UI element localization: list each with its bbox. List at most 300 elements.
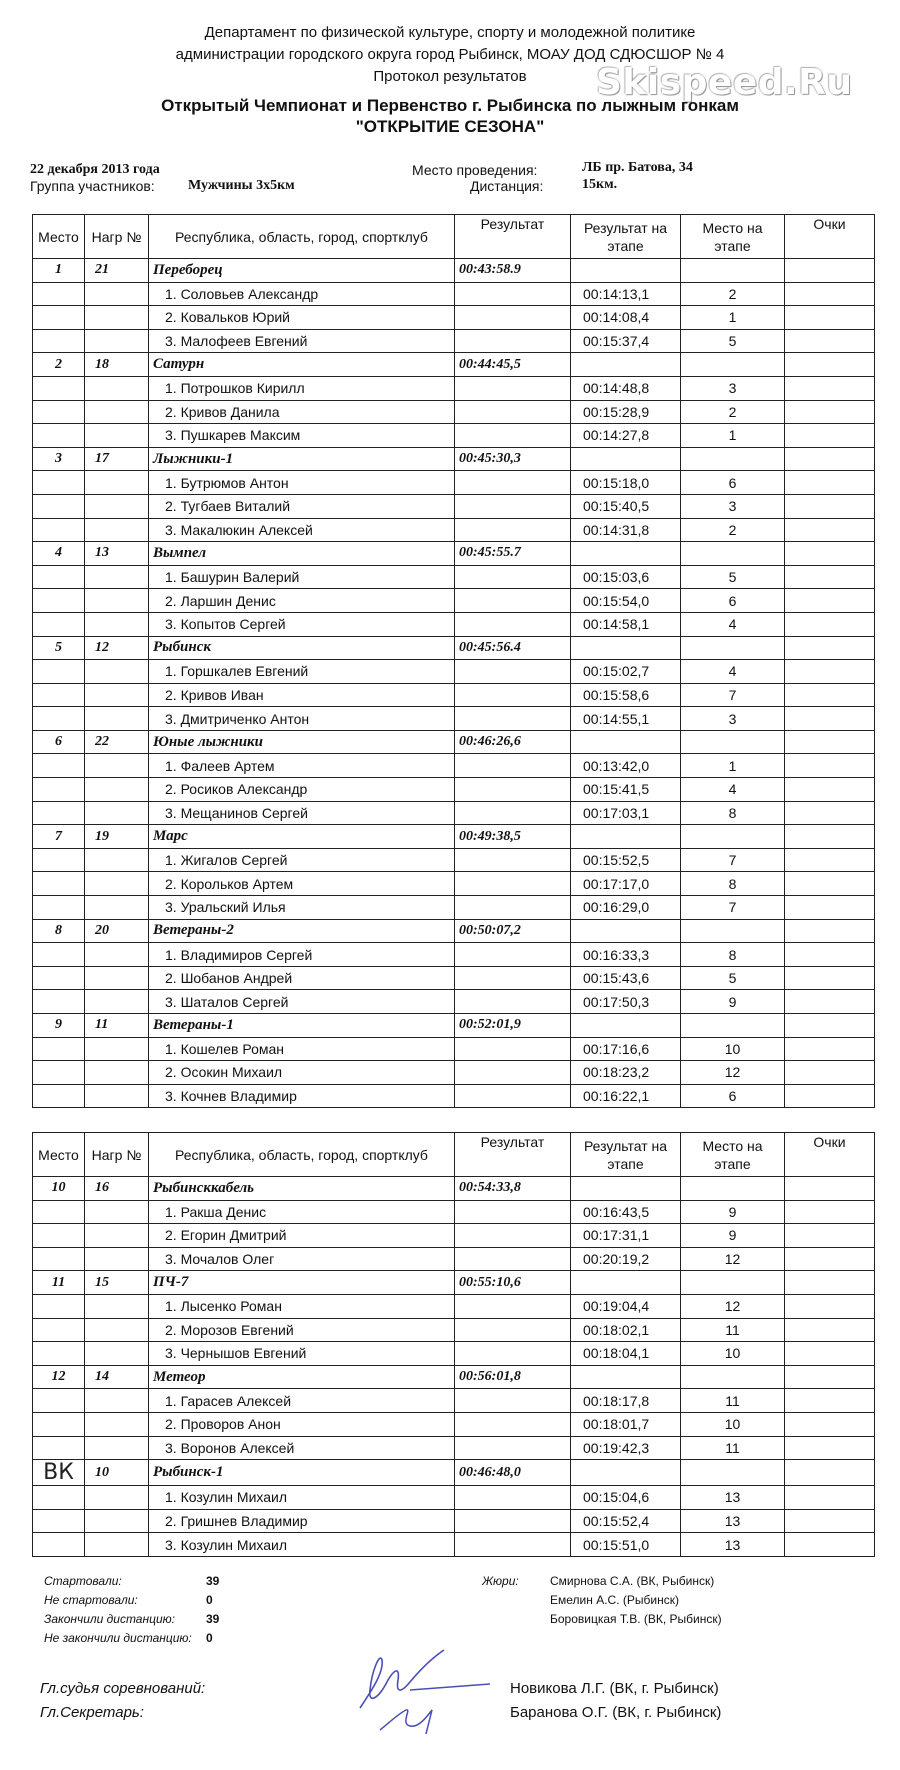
col-points: Очки [785, 215, 875, 259]
team-stage-place [681, 825, 785, 849]
athlete-points [785, 565, 875, 589]
team-points [785, 1177, 875, 1201]
athlete-stage-place: 6 [681, 589, 785, 613]
athlete-stage-time: 00:17:17,0 [571, 872, 681, 896]
athlete-stage-place: 5 [681, 329, 785, 353]
athlete-place-cell [33, 990, 85, 1014]
athlete-stage-place: 1 [681, 306, 785, 330]
team-name: Рыбинск-1 [149, 1460, 455, 1486]
athlete-bib-cell [85, 683, 149, 707]
athlete-bib-cell [85, 1037, 149, 1061]
athlete-stage-place: 8 [681, 943, 785, 967]
athlete-place-cell [33, 471, 85, 495]
athlete-points [785, 754, 875, 778]
athlete-result-cell [455, 589, 571, 613]
athlete-stage-time: 00:15:54,0 [571, 589, 681, 613]
athlete-stage-time: 00:15:40,5 [571, 494, 681, 518]
athlete-place-cell [33, 424, 85, 448]
athlete-bib-cell [85, 494, 149, 518]
not-finished-value: 0 [206, 1631, 213, 1645]
athlete-place-cell [33, 896, 85, 920]
team-stage-place [681, 1460, 785, 1486]
athlete-bib-cell [85, 282, 149, 306]
team-points [785, 447, 875, 471]
athlete-result-cell [455, 683, 571, 707]
not-finished-label: Не закончили дистанцию: [44, 1631, 192, 1645]
athlete-place-cell [33, 1061, 85, 1085]
started-label: Стартовали: [44, 1574, 122, 1588]
team-stage-result [571, 1271, 681, 1295]
team-row [33, 636, 875, 660]
athlete-stage-time: 00:14:48,8 [571, 376, 681, 400]
athlete-points [785, 848, 875, 872]
group-label: Группа участников: [30, 178, 155, 194]
team-result: 00:46:48,0 [455, 1460, 571, 1486]
athlete-points [785, 282, 875, 306]
team-stage-place [681, 730, 785, 754]
athlete-result-cell [455, 424, 571, 448]
athlete-place-cell [33, 1342, 85, 1366]
athlete-stage-place: 7 [681, 848, 785, 872]
team-bib: 16 [85, 1177, 149, 1201]
athlete-result-cell [455, 1318, 571, 1342]
header-administration: администрации городского округа город Рыбинск, МОАУ ДОД СДЮСШОР № 4 [175, 46, 725, 63]
team-stage-result [571, 447, 681, 471]
athlete-stage-place: 13 [681, 1533, 785, 1557]
athlete-result-cell [455, 990, 571, 1014]
athlete-bib-cell [85, 376, 149, 400]
athlete-stage-place: 9 [681, 990, 785, 1014]
athlete-name: 2. Кривов Иван [149, 683, 455, 707]
athlete-place-cell [33, 1294, 85, 1318]
athlete-stage-place: 2 [681, 282, 785, 306]
athlete-stage-place: 3 [681, 376, 785, 400]
athlete-points [785, 376, 875, 400]
team-name: Ветераны-2 [149, 919, 455, 943]
athlete-row [33, 494, 875, 518]
team-name: Лыжники-1 [149, 447, 455, 471]
athlete-bib-cell [85, 1318, 149, 1342]
athlete-stage-place: 6 [681, 1084, 785, 1108]
team-bib: 11 [85, 1014, 149, 1038]
athlete-points [785, 943, 875, 967]
athlete-points [785, 966, 875, 990]
athlete-result-cell [455, 1224, 571, 1248]
athlete-name: 2. Тугбаев Виталий [149, 494, 455, 518]
col-team: Республика, область, город, спортклуб [149, 1133, 455, 1177]
athlete-name: 1. Башурин Валерий [149, 565, 455, 589]
team-points [785, 825, 875, 849]
athlete-stage-time: 00:14:31,8 [571, 518, 681, 542]
athlete-name: 1. Кошелев Роман [149, 1037, 455, 1061]
athlete-name: 1. Ракша Денис [149, 1200, 455, 1224]
athlete-result-cell [455, 778, 571, 802]
athlete-bib-cell [85, 329, 149, 353]
athlete-stage-time: 00:15:37,4 [571, 329, 681, 353]
athlete-row [33, 282, 875, 306]
not-started-value: 0 [206, 1593, 213, 1607]
athlete-stage-place: 2 [681, 400, 785, 424]
athlete-row [33, 1247, 875, 1271]
athlete-stage-place: 13 [681, 1509, 785, 1533]
athlete-stage-place: 7 [681, 896, 785, 920]
athlete-name: 2. Росиков Александр [149, 778, 455, 802]
athlete-stage-place: 7 [681, 683, 785, 707]
athlete-stage-time: 00:15:04,6 [571, 1486, 681, 1510]
event-title: Открытый Чемпионат и Первенство г. Рыбинска по лыжным гонкам [161, 96, 739, 115]
athlete-bib-cell [85, 1436, 149, 1460]
athlete-place-cell [33, 966, 85, 990]
athlete-place-cell [33, 1224, 85, 1248]
athlete-stage-time: 00:15:28,9 [571, 400, 681, 424]
athlete-bib-cell [85, 1509, 149, 1533]
team-row [33, 447, 875, 471]
athlete-points [785, 329, 875, 353]
athlete-row [33, 471, 875, 495]
athlete-points [785, 494, 875, 518]
team-stage-result [571, 1014, 681, 1038]
team-place: 10 [33, 1177, 85, 1201]
athlete-name: 3. Макалюкин Алексей [149, 518, 455, 542]
finished-value: 39 [206, 1612, 220, 1626]
athlete-bib-cell [85, 518, 149, 542]
team-name: ПЧ-7 [149, 1271, 455, 1295]
athlete-row [33, 1389, 875, 1413]
team-result: 00:45:56.4 [455, 636, 571, 660]
athlete-points [785, 1342, 875, 1366]
athlete-row [33, 754, 875, 778]
team-stage-result [571, 542, 681, 566]
team-stage-result [571, 636, 681, 660]
athlete-result-cell [455, 1412, 571, 1436]
athlete-name: 3. Мещанинов Сергей [149, 801, 455, 825]
athlete-place-cell [33, 1037, 85, 1061]
athlete-result-cell [455, 1533, 571, 1557]
athlete-bib-cell [85, 1224, 149, 1248]
athlete-result-cell [455, 1486, 571, 1510]
athlete-name: 1. Соловьев Александр [149, 282, 455, 306]
athlete-stage-time: 00:18:02,1 [571, 1318, 681, 1342]
athlete-result-cell [455, 1436, 571, 1460]
athlete-name: 3. Чернышов Евгений [149, 1342, 455, 1366]
athlete-bib-cell [85, 1200, 149, 1224]
athlete-stage-place: 4 [681, 778, 785, 802]
athlete-points [785, 1247, 875, 1271]
athlete-stage-time: 00:16:33,3 [571, 943, 681, 967]
athlete-place-cell [33, 1318, 85, 1342]
athlete-result-cell [455, 1200, 571, 1224]
athlete-name: 2. Кривов Данила [149, 400, 455, 424]
athlete-row [33, 848, 875, 872]
team-row [33, 259, 875, 283]
athlete-bib-cell [85, 1084, 149, 1108]
athlete-result-cell [455, 1247, 571, 1271]
header-protocol: Протокол результатов [373, 68, 527, 85]
team-place: ВК [33, 1460, 85, 1486]
team-bib: 12 [85, 636, 149, 660]
athlete-row [33, 1342, 875, 1366]
athlete-stage-place: 3 [681, 707, 785, 731]
athlete-row [33, 518, 875, 542]
team-stage-place [681, 636, 785, 660]
team-name: Метеор [149, 1365, 455, 1389]
athlete-name: 1. Владимиров Сергей [149, 943, 455, 967]
athlete-row [33, 896, 875, 920]
athlete-place-cell [33, 848, 85, 872]
event-subtitle: "ОТКРЫТИЕ СЕЗОНА" [355, 117, 545, 136]
athlete-name: 2. Морозов Евгений [149, 1318, 455, 1342]
col-result: Результат [455, 1133, 571, 1177]
team-bib: 20 [85, 919, 149, 943]
team-bib: 10 [85, 1460, 149, 1486]
athlete-place-cell [33, 306, 85, 330]
athlete-stage-time: 00:20:19,2 [571, 1247, 681, 1271]
team-name: Переборец [149, 259, 455, 283]
athlete-stage-place: 8 [681, 801, 785, 825]
athlete-place-cell [33, 589, 85, 613]
athlete-result-cell [455, 754, 571, 778]
athlete-points [785, 1436, 875, 1460]
athlete-stage-place: 6 [681, 471, 785, 495]
athlete-result-cell [455, 612, 571, 636]
team-stage-result [571, 259, 681, 283]
group-value: Мужчины 3х5км [188, 178, 295, 193]
athlete-result-cell [455, 943, 571, 967]
athlete-points [785, 1509, 875, 1533]
athlete-result-cell [455, 1061, 571, 1085]
athlete-place-cell [33, 1412, 85, 1436]
athlete-stage-place: 13 [681, 1486, 785, 1510]
team-stage-result [571, 730, 681, 754]
team-row [33, 919, 875, 943]
athlete-stage-place: 9 [681, 1224, 785, 1248]
athlete-name: 3. Уральский Илья [149, 896, 455, 920]
athlete-row [33, 306, 875, 330]
athlete-row [33, 400, 875, 424]
team-result: 00:54:33,8 [455, 1177, 571, 1201]
athlete-points [785, 1389, 875, 1413]
team-row [33, 542, 875, 566]
athlete-stage-place: 11 [681, 1436, 785, 1460]
athlete-points [785, 1533, 875, 1557]
athlete-name: 3. Малофеев Евгений [149, 329, 455, 353]
athlete-place-cell [33, 1436, 85, 1460]
athlete-row [33, 801, 875, 825]
athlete-stage-time: 00:15:58,6 [571, 683, 681, 707]
athlete-row [33, 778, 875, 802]
athlete-place-cell [33, 778, 85, 802]
athlete-row [33, 1061, 875, 1085]
athlete-row [33, 329, 875, 353]
team-points [785, 1460, 875, 1486]
athlete-points [785, 471, 875, 495]
team-place: 5 [33, 636, 85, 660]
athlete-bib-cell [85, 896, 149, 920]
team-bib: 22 [85, 730, 149, 754]
athlete-points [785, 612, 875, 636]
athlete-points [785, 660, 875, 684]
athlete-result-cell [455, 282, 571, 306]
athlete-stage-time: 00:14:08,4 [571, 306, 681, 330]
team-points [785, 1271, 875, 1295]
athlete-stage-place: 12 [681, 1247, 785, 1271]
athlete-stage-place: 5 [681, 966, 785, 990]
athlete-row [33, 565, 875, 589]
athlete-row [33, 990, 875, 1014]
athlete-points [785, 306, 875, 330]
team-place: 6 [33, 730, 85, 754]
col-bib: Нагр № [85, 1133, 149, 1177]
athlete-bib-cell [85, 848, 149, 872]
athlete-stage-time: 00:15:43,6 [571, 966, 681, 990]
athlete-name: 3. Воронов Алексей [149, 1436, 455, 1460]
team-bib: 21 [85, 259, 149, 283]
athlete-bib-cell [85, 872, 149, 896]
team-bib: 13 [85, 542, 149, 566]
athlete-stage-time: 00:17:50,3 [571, 990, 681, 1014]
team-name: Рыбинск [149, 636, 455, 660]
athlete-result-cell [455, 707, 571, 731]
athlete-place-cell [33, 612, 85, 636]
athlete-name: 1. Жигалов Сергей [149, 848, 455, 872]
athlete-points [785, 683, 875, 707]
athlete-stage-place: 11 [681, 1318, 785, 1342]
athlete-place-cell [33, 1084, 85, 1108]
athlete-stage-time: 00:18:04,1 [571, 1342, 681, 1366]
team-stage-result [571, 1365, 681, 1389]
athlete-bib-cell [85, 400, 149, 424]
athlete-stage-time: 00:14:13,1 [571, 282, 681, 306]
team-stage-place [681, 447, 785, 471]
athlete-stage-place: 1 [681, 754, 785, 778]
athlete-stage-time: 00:14:58,1 [571, 612, 681, 636]
athlete-stage-time: 00:15:03,6 [571, 565, 681, 589]
chief-judge-label: Гл.судья соревнований: [40, 1680, 206, 1697]
team-bib: 14 [85, 1365, 149, 1389]
athlete-stage-time: 00:13:42,0 [571, 754, 681, 778]
athlete-points [785, 400, 875, 424]
athlete-place-cell [33, 329, 85, 353]
athlete-result-cell [455, 1294, 571, 1318]
athlete-points [785, 1294, 875, 1318]
athlete-result-cell [455, 896, 571, 920]
athlete-points [785, 589, 875, 613]
athlete-stage-place: 9 [681, 1200, 785, 1224]
athlete-stage-time: 00:18:01,7 [571, 1412, 681, 1436]
athlete-place-cell [33, 801, 85, 825]
athlete-bib-cell [85, 966, 149, 990]
athlete-bib-cell [85, 1389, 149, 1413]
athlete-result-cell [455, 376, 571, 400]
results-table-1 [32, 214, 875, 1108]
athlete-points [785, 872, 875, 896]
team-result: 00:56:01,8 [455, 1365, 571, 1389]
athlete-name: 2. Корольков Артем [149, 872, 455, 896]
athlete-result-cell [455, 329, 571, 353]
athlete-result-cell [455, 1389, 571, 1413]
athlete-stage-time: 00:18:23,2 [571, 1061, 681, 1085]
athlete-name: 3. Козулин Михаил [149, 1533, 455, 1557]
col-team: Республика, область, город, спортклуб [149, 215, 455, 259]
team-result: 00:50:07,2 [455, 919, 571, 943]
table-header-row [33, 1133, 875, 1177]
team-bib: 15 [85, 1271, 149, 1295]
athlete-row [33, 1486, 875, 1510]
jury-member: Боровицкая Т.В. (ВК, Рыбинск) [550, 1612, 722, 1626]
athlete-result-cell [455, 471, 571, 495]
athlete-stage-time: 00:16:22,1 [571, 1084, 681, 1108]
athlete-place-cell [33, 565, 85, 589]
athlete-stage-place: 2 [681, 518, 785, 542]
athlete-stage-place: 8 [681, 872, 785, 896]
athlete-stage-time: 00:18:17,8 [571, 1389, 681, 1413]
athlete-bib-cell [85, 660, 149, 684]
athlete-bib-cell [85, 612, 149, 636]
athlete-place-cell [33, 282, 85, 306]
col-result: Результат [455, 215, 571, 259]
athlete-name: 3. Копытов Сергей [149, 612, 455, 636]
athlete-result-cell [455, 848, 571, 872]
athlete-place-cell [33, 494, 85, 518]
team-row [33, 353, 875, 377]
athlete-bib-cell [85, 306, 149, 330]
athlete-row [33, 424, 875, 448]
team-result: 00:43:58.9 [455, 259, 571, 283]
athlete-stage-time: 00:19:42,3 [571, 1436, 681, 1460]
athlete-row [33, 1412, 875, 1436]
team-name: Сатурн [149, 353, 455, 377]
col-place: Место [33, 215, 85, 259]
athlete-name: 1. Козулин Михаил [149, 1486, 455, 1510]
athlete-stage-time: 00:17:03,1 [571, 801, 681, 825]
athlete-result-cell [455, 1509, 571, 1533]
distance-value: 15км. [582, 177, 618, 192]
athlete-points [785, 896, 875, 920]
athlete-points [785, 1412, 875, 1436]
athlete-bib-cell [85, 1412, 149, 1436]
team-points [785, 542, 875, 566]
secretary-name: Баранова О.Г. (ВК, г. Рыбинск) [510, 1704, 722, 1721]
team-place: 8 [33, 919, 85, 943]
athlete-row [33, 376, 875, 400]
athlete-stage-place: 1 [681, 424, 785, 448]
team-stage-place [681, 542, 785, 566]
team-stage-place [681, 919, 785, 943]
team-stage-place [681, 1014, 785, 1038]
handwritten-signature [340, 1630, 520, 1740]
team-result: 00:46:26,6 [455, 730, 571, 754]
team-place: 3 [33, 447, 85, 471]
athlete-result-cell [455, 518, 571, 542]
chief-judge-name: Новикова Л.Г. (ВК, г. Рыбинск) [510, 1680, 719, 1697]
not-started-label: Не стартовали: [44, 1593, 138, 1607]
team-place: 4 [33, 542, 85, 566]
athlete-row [33, 1224, 875, 1248]
athlete-points [785, 1486, 875, 1510]
athlete-place-cell [33, 1247, 85, 1271]
athlete-row [33, 1037, 875, 1061]
results-table-2 [32, 1132, 875, 1557]
athlete-place-cell [33, 518, 85, 542]
team-name: Юные лыжники [149, 730, 455, 754]
athlete-place-cell [33, 1389, 85, 1413]
athlete-name: 2. Ковальков Юрий [149, 306, 455, 330]
team-result: 00:49:38,5 [455, 825, 571, 849]
athlete-stage-time: 00:15:51,0 [571, 1533, 681, 1557]
athlete-result-cell [455, 1037, 571, 1061]
athlete-place-cell [33, 754, 85, 778]
team-stage-result [571, 1177, 681, 1201]
